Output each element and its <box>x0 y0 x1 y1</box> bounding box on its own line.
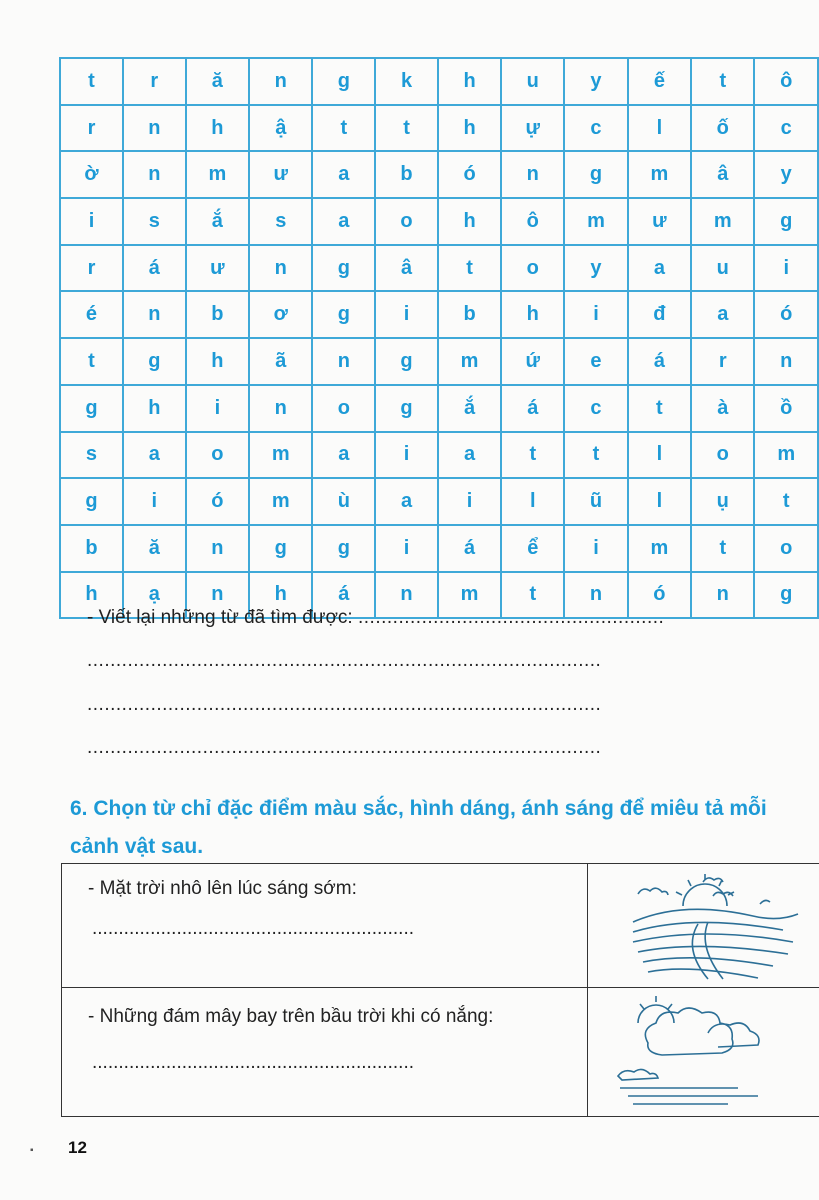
grid-cell: b <box>186 291 249 338</box>
grid-cell: g <box>312 58 375 105</box>
grid-cell: n <box>186 525 249 572</box>
grid-cell: a <box>312 151 375 198</box>
grid-cell: n <box>249 245 312 292</box>
exercise-6-title: 6. Chọn từ chỉ đặc điểm màu sắc, hình dáng, ánh sáng để miêu tả mỗi cảnh vật sau. <box>70 797 767 858</box>
grid-cell: i <box>375 525 438 572</box>
grid-cell: b <box>438 291 501 338</box>
grid-cell: g <box>375 338 438 385</box>
grid-cell: á <box>501 385 564 432</box>
grid-cell: ự <box>501 105 564 152</box>
grid-cell: n <box>501 151 564 198</box>
scene-row <box>62 864 819 988</box>
grid-cell: i <box>754 245 818 292</box>
grid-cell: b <box>375 151 438 198</box>
scene-text-cell <box>62 864 588 988</box>
grid-cell: g <box>312 291 375 338</box>
grid-cell: â <box>375 245 438 292</box>
grid-cell: n <box>375 572 438 619</box>
answer-dots: ......................................................................................... <box>87 694 602 715</box>
page-number: 12 <box>68 1138 87 1157</box>
grid-cell: ạ <box>123 572 186 619</box>
grid-cell: h <box>186 338 249 385</box>
rewrite-line-3 <box>87 694 787 716</box>
scene-prompt: - Những đám mây bay trên bầu trời khi có nắng: <box>88 1006 494 1027</box>
grid-cell: ơ <box>249 291 312 338</box>
grid-cell: g <box>123 338 186 385</box>
grid-cell: b <box>60 525 123 572</box>
grid-cell: g <box>754 572 818 619</box>
grid-cell: t <box>754 478 818 525</box>
grid-cell: á <box>123 245 186 292</box>
grid-cell: a <box>375 478 438 525</box>
grid-cell: ó <box>628 572 691 619</box>
grid-cell: n <box>754 338 818 385</box>
grid-row <box>60 58 818 105</box>
grid-row <box>60 478 818 525</box>
grid-cell: l <box>501 478 564 525</box>
grid-cell: t <box>628 385 691 432</box>
grid-cell: c <box>754 105 818 152</box>
grid-cell: h <box>438 58 501 105</box>
grid-row <box>60 338 818 385</box>
grid-cell: ă <box>186 58 249 105</box>
answer-dots: ......................................................................................... <box>87 737 602 758</box>
grid-row <box>60 291 818 338</box>
grid-cell: o <box>754 525 818 572</box>
grid-cell: ắ <box>186 198 249 245</box>
grid-cell: t <box>564 432 627 479</box>
grid-cell: a <box>438 432 501 479</box>
grid-cell: u <box>501 58 564 105</box>
grid-cell: t <box>60 338 123 385</box>
grid-cell: h <box>123 385 186 432</box>
grid-cell: ư <box>249 151 312 198</box>
grid-cell: e <box>564 338 627 385</box>
grid-row <box>60 105 818 152</box>
grid-cell: h <box>501 291 564 338</box>
word-search-grid <box>59 57 819 619</box>
grid-cell: ư <box>186 245 249 292</box>
grid-cell: l <box>628 105 691 152</box>
grid-cell: a <box>628 245 691 292</box>
grid-cell: g <box>375 385 438 432</box>
grid-cell: h <box>438 198 501 245</box>
grid-cell: â <box>691 151 754 198</box>
grid-row <box>60 432 818 479</box>
grid-cell: y <box>754 151 818 198</box>
grid-cell: m <box>628 151 691 198</box>
grid-cell: i <box>564 525 627 572</box>
sun-behind-clouds-illustration <box>588 988 819 1116</box>
grid-cell: o <box>501 245 564 292</box>
grid-cell: g <box>60 478 123 525</box>
grid-cell: ă <box>123 525 186 572</box>
grid-cell: n <box>123 291 186 338</box>
grid-cell: u <box>691 245 754 292</box>
grid-row <box>60 151 818 198</box>
grid-cell: a <box>312 432 375 479</box>
grid-cell: á <box>312 572 375 619</box>
grid-cell: ó <box>438 151 501 198</box>
grid-cell: đ <box>628 291 691 338</box>
margin-mark-icon: ▪ <box>30 1145 34 1156</box>
grid-cell: y <box>564 58 627 105</box>
grid-cell: ù <box>312 478 375 525</box>
answer-dots: ..................................................... <box>358 607 665 628</box>
grid-cell: o <box>312 385 375 432</box>
grid-cell: h <box>249 572 312 619</box>
scene-row <box>62 988 819 1117</box>
grid-cell: i <box>564 291 627 338</box>
rewrite-line-4 <box>87 737 787 759</box>
grid-row <box>60 198 818 245</box>
grid-cell: n <box>123 151 186 198</box>
rewrite-prompt: - Viết lại những từ đã tìm được: <box>87 607 353 628</box>
grid-cell: t <box>691 58 754 105</box>
grid-cell: n <box>564 572 627 619</box>
grid-cell: k <box>375 58 438 105</box>
grid-cell: t <box>375 105 438 152</box>
grid-cell: ô <box>754 58 818 105</box>
grid-cell: ó <box>186 478 249 525</box>
grid-cell: s <box>123 198 186 245</box>
grid-cell: r <box>691 338 754 385</box>
grid-cell: i <box>60 198 123 245</box>
grid-cell: ồ <box>754 385 818 432</box>
grid-cell: m <box>628 525 691 572</box>
grid-row <box>60 245 818 292</box>
grid-cell: i <box>438 478 501 525</box>
grid-cell: r <box>60 105 123 152</box>
grid-cell: n <box>186 572 249 619</box>
grid-row <box>60 385 818 432</box>
grid-cell: ụ <box>691 478 754 525</box>
grid-cell: m <box>249 432 312 479</box>
grid-cell: a <box>123 432 186 479</box>
grid-cell: ó <box>754 291 818 338</box>
grid-cell: n <box>123 105 186 152</box>
grid-cell: n <box>249 385 312 432</box>
grid-cell: l <box>628 432 691 479</box>
grid-cell: m <box>186 151 249 198</box>
grid-cell: g <box>249 525 312 572</box>
grid-cell: m <box>438 572 501 619</box>
grid-cell: m <box>691 198 754 245</box>
grid-cell: a <box>691 291 754 338</box>
grid-cell: ố <box>691 105 754 152</box>
rewrite-line-2 <box>87 650 787 672</box>
grid-cell: t <box>501 572 564 619</box>
grid-cell: h <box>60 572 123 619</box>
grid-cell: ờ <box>60 151 123 198</box>
scene-answer-dots: ............................................................. <box>92 918 415 939</box>
grid-cell: n <box>249 58 312 105</box>
grid-cell: r <box>60 245 123 292</box>
grid-cell: i <box>186 385 249 432</box>
grid-cell: n <box>691 572 754 619</box>
grid-cell: h <box>438 105 501 152</box>
grid-cell: g <box>754 198 818 245</box>
grid-cell: g <box>312 525 375 572</box>
grid-cell: ũ <box>564 478 627 525</box>
grid-cell: g <box>312 245 375 292</box>
grid-cell: m <box>754 432 818 479</box>
grid-cell: a <box>312 198 375 245</box>
grid-cell: o <box>186 432 249 479</box>
grid-cell: s <box>249 198 312 245</box>
scene-table <box>61 863 819 1117</box>
grid-cell: o <box>375 198 438 245</box>
grid-cell: g <box>60 385 123 432</box>
grid-cell: ể <box>501 525 564 572</box>
grid-cell: ã <box>249 338 312 385</box>
grid-cell: s <box>60 432 123 479</box>
grid-cell: o <box>691 432 754 479</box>
grid-row <box>60 525 818 572</box>
scene-prompt: - Mặt trời nhô lên lúc sáng sớm: <box>88 878 357 899</box>
sunrise-fields-illustration <box>588 864 819 987</box>
scene-image-cell <box>588 988 819 1117</box>
rewrite-line-1 <box>87 607 787 629</box>
grid-cell: ứ <box>501 338 564 385</box>
grid-cell: ậ <box>249 105 312 152</box>
grid-cell: ắ <box>438 385 501 432</box>
grid-cell: ế <box>628 58 691 105</box>
grid-cell: c <box>564 385 627 432</box>
grid-cell: l <box>628 478 691 525</box>
answer-dots: ......................................................................................... <box>87 650 602 671</box>
grid-cell: i <box>375 432 438 479</box>
grid-cell: m <box>249 478 312 525</box>
grid-cell: ô <box>501 198 564 245</box>
grid-cell: y <box>564 245 627 292</box>
grid-cell: n <box>312 338 375 385</box>
scene-image-cell <box>588 864 819 988</box>
grid-cell: t <box>501 432 564 479</box>
grid-cell: i <box>375 291 438 338</box>
grid-cell: m <box>438 338 501 385</box>
grid-cell: à <box>691 385 754 432</box>
grid-cell: r <box>123 58 186 105</box>
grid-cell: á <box>628 338 691 385</box>
scene-text-cell <box>62 988 588 1117</box>
scene-answer-dots: ............................................................. <box>92 1052 415 1073</box>
grid-cell: g <box>564 151 627 198</box>
grid-cell: á <box>438 525 501 572</box>
grid-cell: t <box>438 245 501 292</box>
grid-cell: t <box>691 525 754 572</box>
grid-cell: é <box>60 291 123 338</box>
grid-cell: ư <box>628 198 691 245</box>
grid-cell: t <box>60 58 123 105</box>
grid-cell: c <box>564 105 627 152</box>
grid-cell: t <box>312 105 375 152</box>
grid-cell: m <box>564 198 627 245</box>
grid-cell: i <box>123 478 186 525</box>
grid-cell: h <box>186 105 249 152</box>
